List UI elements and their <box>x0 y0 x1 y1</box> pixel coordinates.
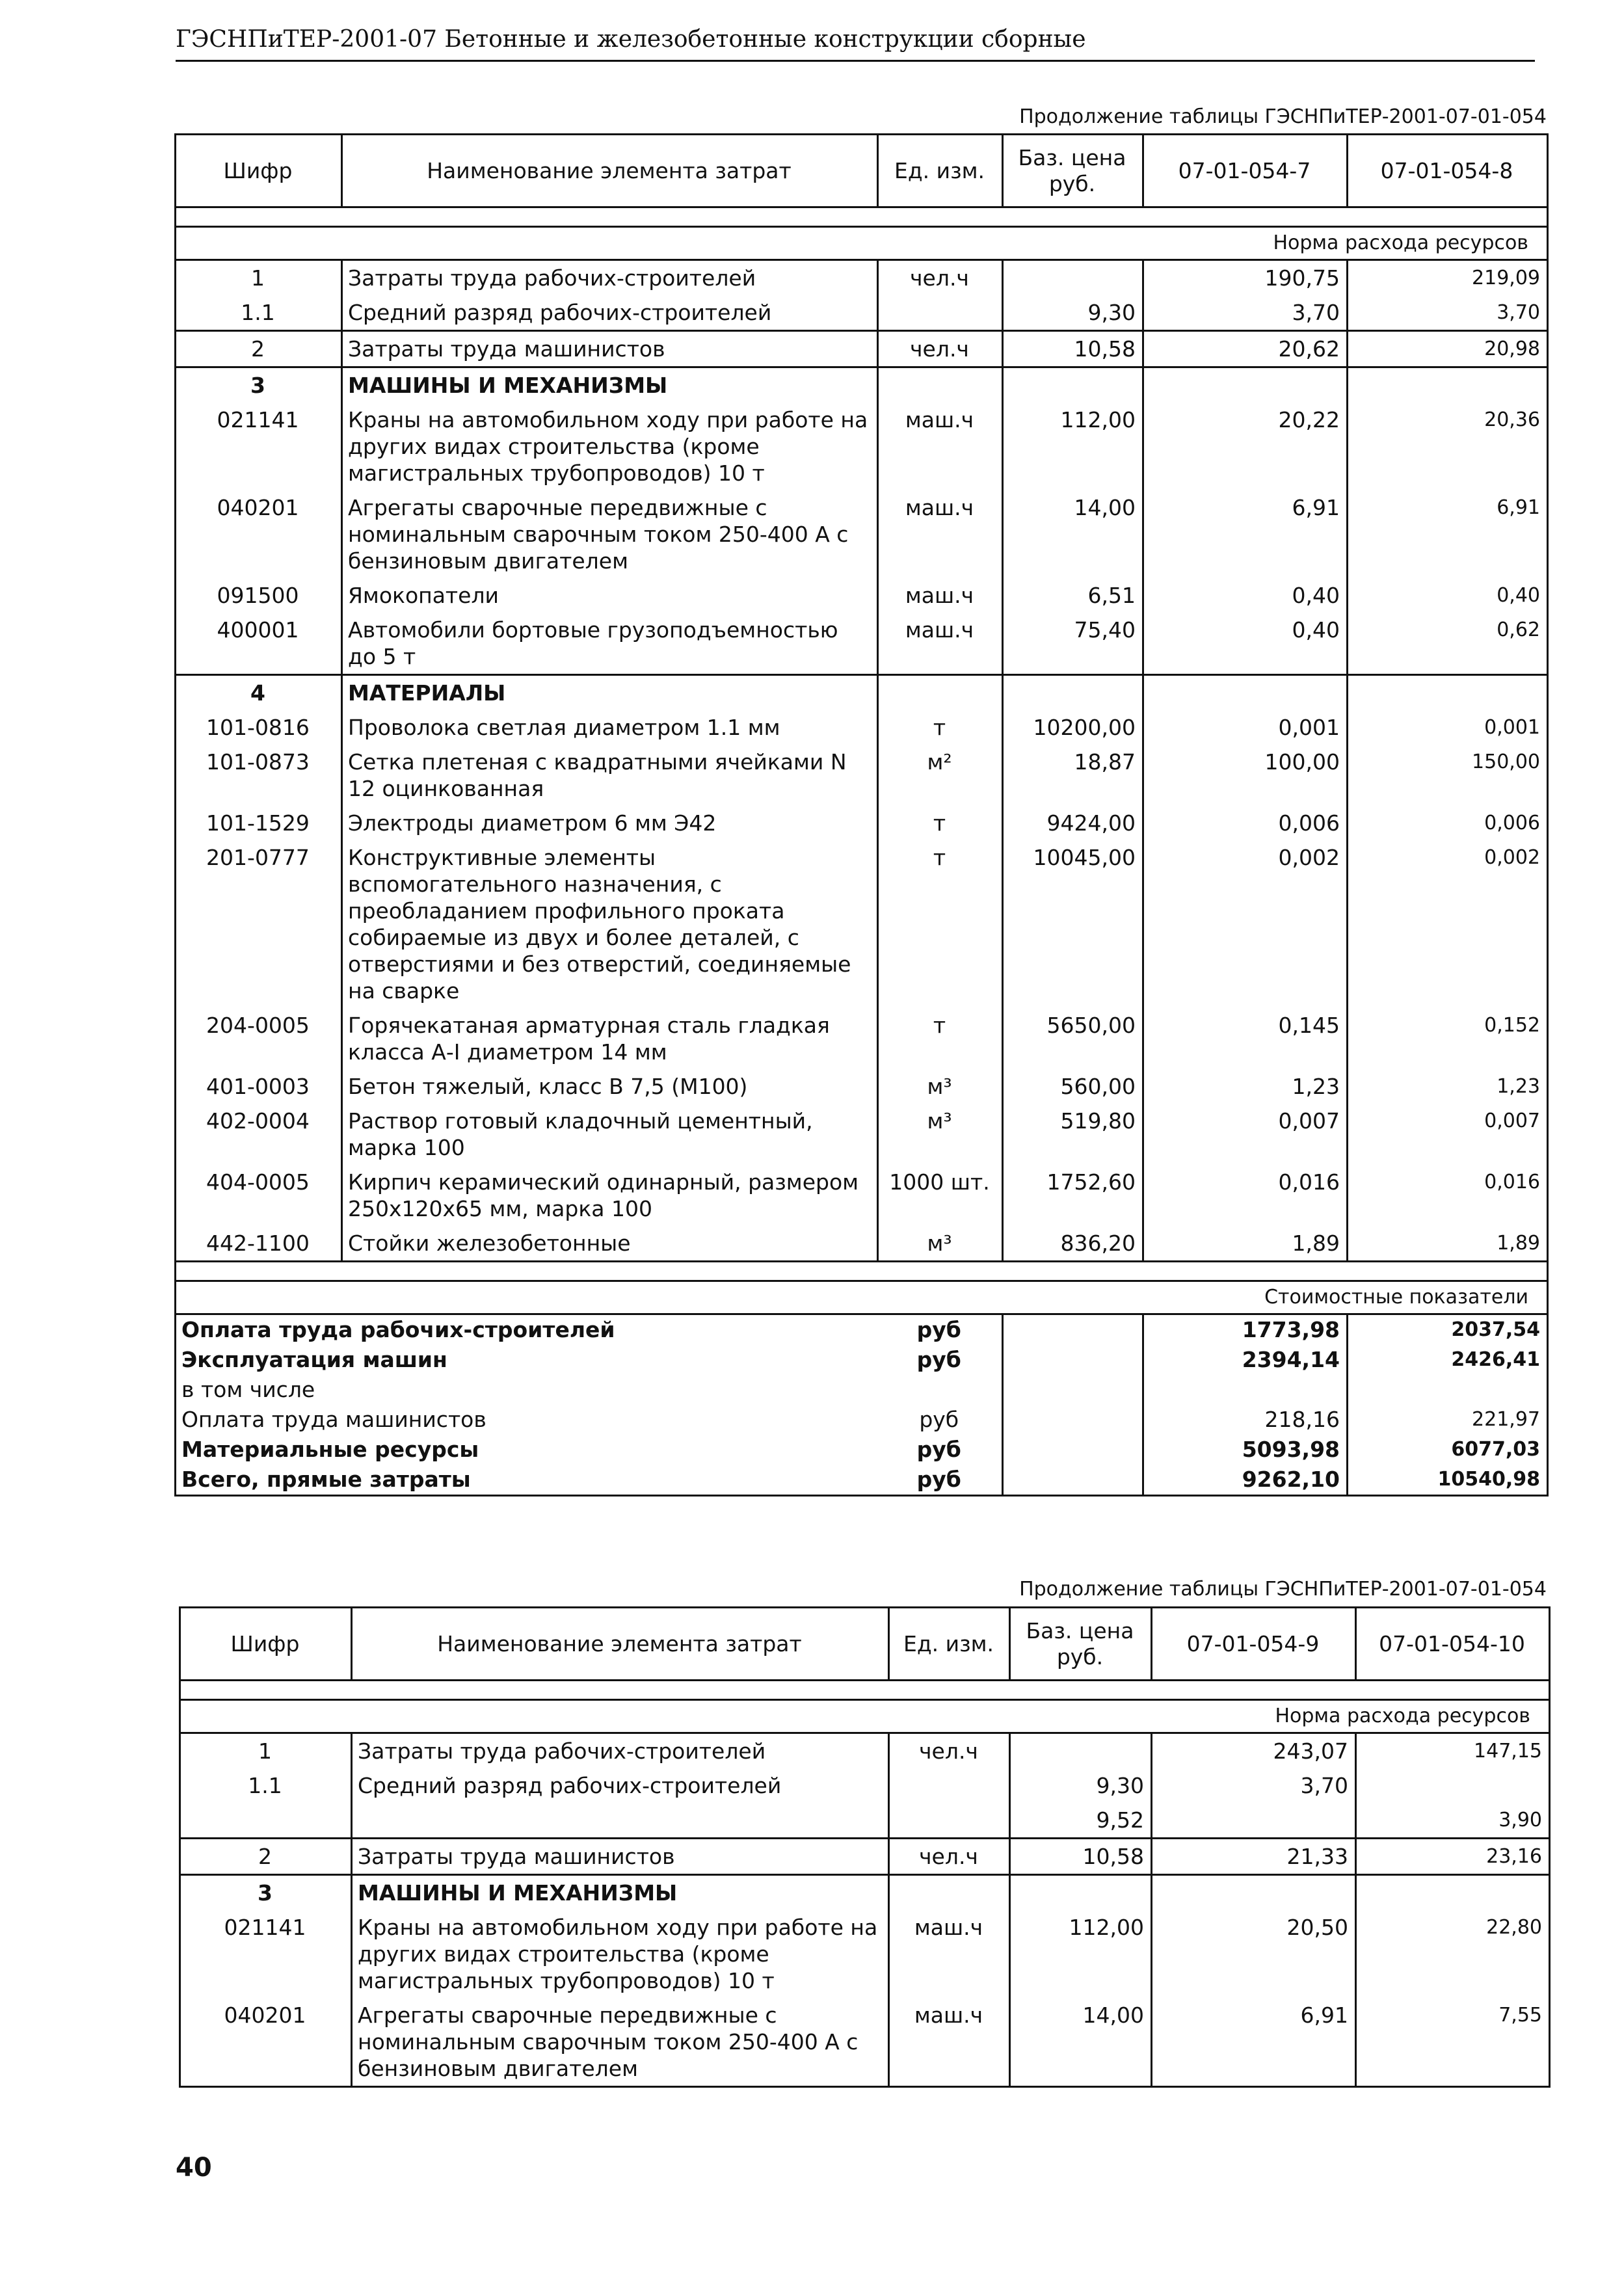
row-value-col1: 3,70 <box>1152 1768 1356 1803</box>
table-row <box>176 403 1548 490</box>
totals-unit: руб <box>878 1405 1003 1435</box>
row-value-col2 <box>1348 675 1548 711</box>
row-code: 101-1529 <box>206 810 310 836</box>
row-name: МАШИНЫ И МЕХАНИЗМЫ <box>342 367 878 403</box>
row-code: 040201 <box>224 2002 306 2028</box>
row-price: 10045,00 <box>1003 840 1143 1008</box>
totals-label: Эксплуатация машин <box>181 1347 447 1372</box>
row-unit <box>878 367 1003 403</box>
row-value-col2: 150,00 <box>1472 751 1540 773</box>
table-row <box>176 1226 1548 1262</box>
row-price: 10200,00 <box>1003 710 1143 745</box>
totals-price <box>1003 1435 1143 1465</box>
row-value-col2: 20,98 <box>1348 331 1548 367</box>
row-unit: чел.ч <box>878 331 1003 367</box>
row-code: 442-1100 <box>206 1230 310 1256</box>
row-name: Проволока светлая диаметром 1.1 мм <box>342 710 878 745</box>
row-unit <box>878 295 1003 331</box>
totals-value-col2: 221,97 <box>1472 1408 1540 1431</box>
totals-value-col1: 1773,98 <box>1143 1314 1348 1346</box>
row-code: 3 <box>180 1875 352 1911</box>
row-value-col2: 20,36 <box>1484 408 1540 431</box>
table-row <box>176 710 1548 745</box>
row-code: 201-0777 <box>206 845 310 870</box>
row-code: 021141 <box>224 1915 306 1940</box>
cost-label-row <box>176 1281 1548 1314</box>
row-code: 204-0005 <box>206 1013 310 1038</box>
row-code: 1 <box>258 1738 272 1764</box>
row-name: Агрегаты сварочные передвижные с номинальным сварочным током 250-400 А с бензиновым двигателем <box>352 1998 889 2087</box>
table-row <box>176 331 1548 367</box>
table-row <box>176 1104 1548 1165</box>
header-code: Шифр <box>180 1608 352 1681</box>
page-number: 40 <box>176 2153 212 2183</box>
row-value-col2: 1,89 <box>1497 1232 1540 1255</box>
totals-row <box>176 1435 1548 1465</box>
row-name: Стойки железобетонные <box>342 1226 878 1262</box>
row-value-col1: 1,23 <box>1143 1069 1348 1104</box>
row-price: 6,51 <box>1003 578 1143 613</box>
row-unit: т <box>878 806 1003 840</box>
totals-price <box>1003 1465 1143 1496</box>
totals-label: в том числе <box>181 1377 315 1402</box>
spacer-row <box>176 207 1548 227</box>
table-row <box>176 840 1548 1008</box>
totals-unit: руб <box>878 1314 1003 1346</box>
row-value-col1: 0,007 <box>1143 1104 1348 1165</box>
row-value-col1: 1,89 <box>1143 1226 1348 1262</box>
row-name: Затраты труда машинистов <box>342 331 878 367</box>
totals-unit: руб <box>878 1435 1003 1465</box>
row-value-col2: 6,91 <box>1497 496 1540 519</box>
header-col2: 07-01-054-10 <box>1356 1608 1550 1681</box>
row-name: Конструктивные элементы вспомогательного назначения, с преобладанием профильного проката собираемые из двух и более деталей, с отверстиями и без отверстий, соединяемые на сварке <box>342 840 878 1008</box>
row-unit: м³ <box>878 1104 1003 1165</box>
row-code: 3 <box>176 367 342 403</box>
row-name: Средний разряд рабочих-строителей <box>352 1768 889 1803</box>
totals-row <box>176 1314 1548 1346</box>
row-unit: м³ <box>878 1226 1003 1262</box>
row-value-col1 <box>1152 1875 1356 1911</box>
row-value-col1: 0,016 <box>1143 1165 1348 1226</box>
spacer-row <box>176 1262 1548 1281</box>
row-code: 1.1 <box>248 1773 282 1798</box>
row-value-col2: 147,15 <box>1474 1740 1542 1763</box>
row-price: 9,52 <box>1010 1803 1152 1839</box>
row-code: 402-0004 <box>206 1108 310 1134</box>
row-value-col1: 6,91 <box>1143 490 1348 578</box>
row-name: Кирпич керамический одинарный, размером 250x120x65 мм, марка 100 <box>342 1165 878 1226</box>
row-name: Ямокопатели <box>342 578 878 613</box>
row-unit: т <box>878 1008 1003 1069</box>
row-name: МАШИНЫ И МЕХАНИЗМЫ <box>352 1875 889 1911</box>
table-row <box>176 1008 1548 1069</box>
row-value-col2: 0,007 <box>1484 1110 1540 1132</box>
row-price: 112,00 <box>1003 403 1143 490</box>
row-price: 14,00 <box>1010 1998 1152 2087</box>
table-row <box>176 260 1548 296</box>
row-price: 14,00 <box>1003 490 1143 578</box>
totals-value-col1: 9262,10 <box>1143 1465 1348 1496</box>
header-price: Баз. цена руб. <box>1003 135 1143 207</box>
totals-label: Всего, прямые затраты <box>181 1467 471 1492</box>
row-value-col2 <box>1356 1875 1550 1911</box>
row-price <box>1003 675 1143 711</box>
row-value-col1: 20,50 <box>1152 1910 1356 1998</box>
totals-row <box>176 1405 1548 1435</box>
header-col1: 07-01-054-9 <box>1152 1608 1356 1681</box>
spacer-row <box>180 1681 1550 1700</box>
row-name: Затраты труда машинистов <box>352 1839 889 1875</box>
row-value-col2: 0,152 <box>1484 1014 1540 1037</box>
table-row <box>180 1910 1550 1998</box>
resource-norms-table-1 <box>174 133 1549 1497</box>
table-body <box>180 1681 1550 2087</box>
table-row <box>176 1069 1548 1104</box>
row-value-col2 <box>1348 367 1548 403</box>
table-row <box>176 490 1548 578</box>
row-name: Раствор готовый кладочный цементный, марка 100 <box>342 1104 878 1165</box>
row-name <box>352 1803 889 1839</box>
row-price <box>1010 1875 1152 1911</box>
table-row <box>176 295 1548 331</box>
header-col1: 07-01-054-7 <box>1143 135 1348 207</box>
table-row <box>176 675 1548 711</box>
norm-label: Норма расхода ресурсов <box>180 1700 1550 1733</box>
table-row <box>176 1165 1548 1226</box>
row-value-col1: 0,001 <box>1143 710 1348 745</box>
row-unit: маш.ч <box>878 578 1003 613</box>
row-value-col1: 3,70 <box>1143 295 1348 331</box>
totals-value-col2: 10540,98 <box>1437 1468 1540 1491</box>
header-unit: Ед. изм. <box>889 1608 1010 1681</box>
row-unit: маш.ч <box>889 1998 1010 2087</box>
norm-label-row <box>176 227 1548 260</box>
totals-value-col1: 218,16 <box>1143 1405 1348 1435</box>
table-row <box>180 1998 1550 2087</box>
row-code: 101-0816 <box>206 715 310 740</box>
totals-unit: руб <box>878 1465 1003 1496</box>
row-value-col1: 243,07 <box>1152 1733 1356 1769</box>
row-code: 1 <box>251 265 265 291</box>
totals-value-col2: 2037,54 <box>1451 1318 1540 1341</box>
row-value-col1 <box>1143 367 1348 403</box>
totals-label: Материальные ресурсы <box>181 1437 479 1462</box>
row-code: 091500 <box>217 583 299 608</box>
row-code: 021141 <box>217 407 299 432</box>
row-price: 5650,00 <box>1003 1008 1143 1069</box>
row-code: 2 <box>180 1839 352 1875</box>
table-row <box>176 745 1548 806</box>
spacer-cell <box>176 1262 1548 1281</box>
row-value-col1: 0,006 <box>1143 806 1348 840</box>
row-unit: т <box>878 710 1003 745</box>
row-name: Затраты труда рабочих-строителей <box>342 260 878 296</box>
row-value-col2: 23,16 <box>1356 1839 1550 1875</box>
row-name: Краны на автомобильном ходу при работе на других видах строительства (кроме магистральных трубопроводов) 10 т <box>342 403 878 490</box>
row-value-col1: 21,33 <box>1152 1839 1356 1875</box>
totals-label: Оплата труда рабочих-строителей <box>181 1317 615 1342</box>
row-unit: м³ <box>878 1069 1003 1104</box>
row-code: 2 <box>176 331 342 367</box>
totals-value-col1: 2394,14 <box>1143 1345 1348 1375</box>
row-value-col2: 0,40 <box>1497 584 1540 607</box>
row-value-col1: 0,002 <box>1143 840 1348 1008</box>
row-name: Бетон тяжелый, класс В 7,5 (М100) <box>342 1069 878 1104</box>
row-value-col2: 0,002 <box>1484 846 1540 869</box>
row-unit: маш.ч <box>878 490 1003 578</box>
header-col2: 07-01-054-8 <box>1348 135 1548 207</box>
totals-price <box>1003 1375 1143 1405</box>
row-name: Средний разряд рабочих-строителей <box>342 295 878 331</box>
totals-value-col2: 6077,03 <box>1451 1438 1540 1461</box>
row-price: 9,30 <box>1010 1768 1152 1803</box>
row-unit <box>878 675 1003 711</box>
row-unit: маш.ч <box>878 613 1003 675</box>
row-code: 1.1 <box>241 300 275 325</box>
row-value-col2: 3,70 <box>1497 301 1540 324</box>
row-value-col1 <box>1143 675 1348 711</box>
header-name: Наименование элемента затрат <box>352 1608 889 1681</box>
row-price: 836,20 <box>1003 1226 1143 1262</box>
row-code: 101-0873 <box>206 749 310 775</box>
totals-value-col2: 2426,41 <box>1451 1348 1540 1371</box>
row-price: 10,58 <box>1003 331 1143 367</box>
row-value-col2: 7,55 <box>1498 2004 1542 2027</box>
row-unit: чел.ч <box>878 260 1003 296</box>
table-row <box>180 1733 1550 1769</box>
totals-row <box>176 1375 1548 1405</box>
row-price: 10,58 <box>1010 1839 1152 1875</box>
row-value-col2: 22,80 <box>1486 1916 1542 1939</box>
spacer-cell <box>180 1681 1550 1700</box>
row-value-col1: 20,22 <box>1143 403 1348 490</box>
row-value-col1: 20,62 <box>1143 331 1348 367</box>
row-price: 9,30 <box>1003 295 1143 331</box>
row-price: 560,00 <box>1003 1069 1143 1104</box>
row-price: 112,00 <box>1010 1910 1152 1998</box>
header-code: Шифр <box>176 135 342 207</box>
totals-value-col2 <box>1348 1375 1548 1405</box>
totals-label: Оплата труда машинистов <box>181 1407 486 1432</box>
table-row <box>176 806 1548 840</box>
row-price: 75,40 <box>1003 613 1143 675</box>
row-price: 519,80 <box>1003 1104 1143 1165</box>
row-code: 040201 <box>217 495 299 520</box>
row-value-col2 <box>1356 1768 1550 1803</box>
row-value-col2: 0,006 <box>1484 812 1540 834</box>
row-price: 1752,60 <box>1003 1165 1143 1226</box>
row-unit: маш.ч <box>878 403 1003 490</box>
header-name: Наименование элемента затрат <box>342 135 878 207</box>
totals-price <box>1003 1345 1143 1375</box>
row-code: 401-0003 <box>206 1074 310 1099</box>
row-price <box>1003 260 1143 296</box>
row-code: 404-0005 <box>206 1169 310 1195</box>
totals-row <box>176 1465 1548 1496</box>
row-price <box>1003 367 1143 403</box>
totals-unit <box>878 1375 1003 1405</box>
row-name: Краны на автомобильном ходу при работе на других видах строительства (кроме магистральных трубопроводов) 10 т <box>352 1910 889 1998</box>
table-row <box>180 1875 1550 1911</box>
table-continuation-caption: Продолжение таблицы ГЭСНПиТЕР-2001-07-01-054 <box>1019 105 1547 128</box>
row-value-col1: 190,75 <box>1143 260 1348 296</box>
table-row <box>176 578 1548 613</box>
row-price: 18,87 <box>1003 745 1143 806</box>
totals-value-col1 <box>1143 1375 1348 1405</box>
table-row <box>180 1839 1550 1875</box>
row-value-col1: 6,91 <box>1152 1998 1356 2087</box>
row-value-col2: 0,001 <box>1484 716 1540 739</box>
row-value-col2: 219,09 <box>1472 267 1540 289</box>
row-value-col2: 3,90 <box>1498 1809 1542 1831</box>
row-unit <box>889 1803 1010 1839</box>
row-value-col1: 0,40 <box>1143 613 1348 675</box>
row-value-col1: 100,00 <box>1143 745 1348 806</box>
totals-row <box>176 1345 1548 1375</box>
norm-label: Норма расхода ресурсов <box>176 227 1548 260</box>
row-value-col1 <box>1152 1803 1356 1839</box>
row-name: Сетка плетеная с квадратными ячейками N 12 оцинкованная <box>342 745 878 806</box>
row-name: Электроды диаметром 6 мм Э42 <box>342 806 878 840</box>
totals-value-col1: 5093,98 <box>1143 1435 1348 1465</box>
row-name: Горячекатаная арматурная сталь гладкая класса А-I диаметром 14 мм <box>342 1008 878 1069</box>
row-unit: т <box>878 840 1003 1008</box>
table-row <box>180 1803 1550 1839</box>
header-unit: Ед. изм. <box>878 135 1003 207</box>
resource-norms-table-2 <box>179 1606 1551 2088</box>
row-name: Автомобили бортовые грузоподъемностью до 5 т <box>342 613 878 675</box>
row-code: 4 <box>176 675 342 711</box>
row-price: 9424,00 <box>1003 806 1143 840</box>
row-unit <box>889 1768 1010 1803</box>
row-value-col2: 0,016 <box>1484 1171 1540 1193</box>
row-unit: чел.ч <box>889 1839 1010 1875</box>
row-name: МАТЕРИАЛЫ <box>342 675 878 711</box>
totals-price <box>1003 1405 1143 1435</box>
row-unit: чел.ч <box>889 1733 1010 1769</box>
row-unit: маш.ч <box>889 1910 1010 1998</box>
table-row <box>176 367 1548 403</box>
row-unit <box>889 1875 1010 1911</box>
table-row <box>176 613 1548 675</box>
row-code <box>180 1803 352 1839</box>
header-price: Баз. цена руб. <box>1010 1608 1152 1681</box>
row-value-col1: 0,145 <box>1143 1008 1348 1069</box>
totals-unit: руб <box>878 1345 1003 1375</box>
row-code: 400001 <box>217 617 299 643</box>
norm-label-row <box>180 1700 1550 1733</box>
row-value-col2: 0,62 <box>1497 619 1540 641</box>
row-unit: м² <box>878 745 1003 806</box>
row-price <box>1010 1733 1152 1769</box>
row-value-col2: 1,23 <box>1497 1075 1540 1098</box>
row-value-col1: 0,40 <box>1143 578 1348 613</box>
page-header: ГЭСНПиТЕР-2001-07 Бетонные и железобетонные конструкции сборные <box>176 23 1535 62</box>
spacer-cell <box>176 207 1548 227</box>
cost-label: Стоимостные показатели <box>176 1281 1548 1314</box>
totals-price <box>1003 1314 1143 1346</box>
table-body <box>176 207 1548 1496</box>
table-row <box>180 1768 1550 1803</box>
table-continuation-caption: Продолжение таблицы ГЭСНПиТЕР-2001-07-01-054 <box>1019 1578 1547 1601</box>
row-name: Затраты труда рабочих-строителей <box>352 1733 889 1769</box>
row-name: Агрегаты сварочные передвижные с номинальным сварочным током 250-400 А с бензиновым двигателем <box>342 490 878 578</box>
row-unit: 1000 шт. <box>878 1165 1003 1226</box>
